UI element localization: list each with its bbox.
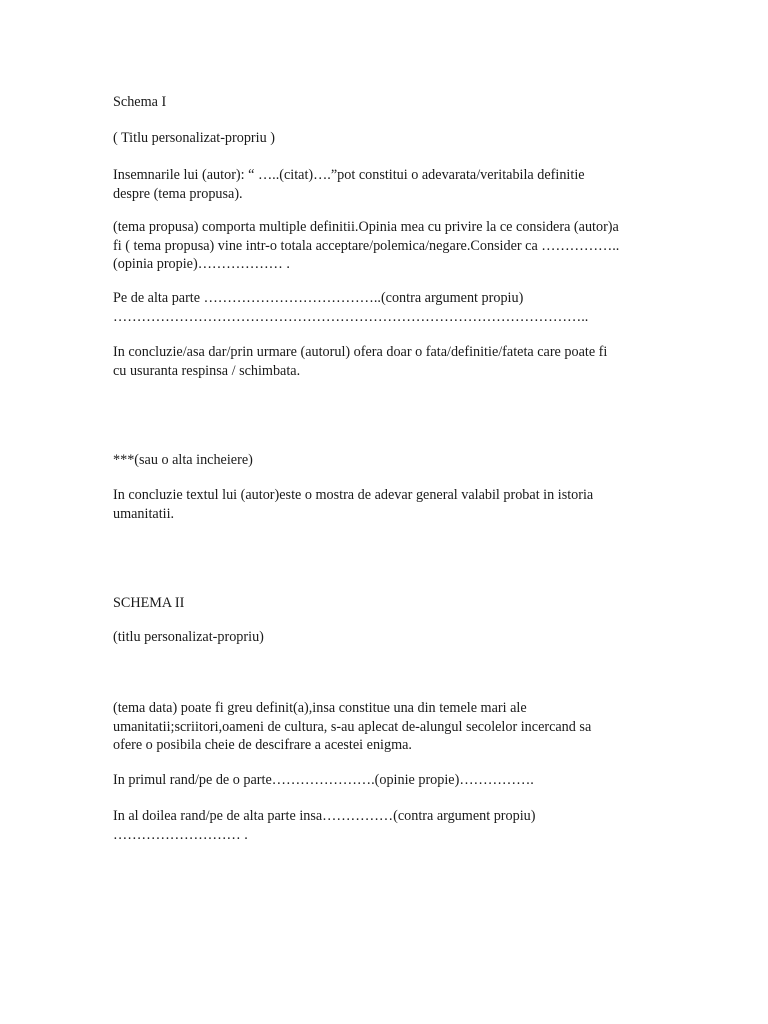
- paragraph-line: umanitatii;scriitori,oameni de cultura, s-au aplecat de-alungul secolelor incercand sa: [113, 718, 592, 735]
- schema2-title: [113, 628, 658, 647]
- paragraph-line: In primul rand/pe de o parte………………….(opinie propie)…………….: [113, 772, 534, 788]
- schema2-heading-text: SCHEMA II: [113, 595, 185, 611]
- schema1-title: [113, 129, 658, 148]
- schema1-title-text: ( Titlu personalizat-propriu ): [113, 130, 275, 146]
- paragraph-line: ………………………………………………………………………………………..: [113, 308, 589, 325]
- paragraph-line: (opinia propie)……………… .: [113, 256, 290, 272]
- schema1-paragraph-1: [113, 166, 658, 203]
- schema2-paragraph-3: [113, 807, 658, 844]
- schema1-paragraph-2: [113, 218, 658, 274]
- schema2-heading: [113, 594, 658, 613]
- paragraph-line: (tema data) poate fi greu definit(a),insa constitue una din temele mari ale: [113, 700, 527, 716]
- schema2-paragraph-2: [113, 771, 658, 790]
- paragraph-line: Insemnarile lui (autor): “ …..(citat)….”pot constitui o adevarata/veritabila definitie: [113, 167, 585, 183]
- paragraph-line: In concluzie/asa dar/prin urmare (autorul) ofera doar o fata/definitie/fateta care poate fi: [113, 344, 608, 360]
- paragraph-line: ……………………… .: [113, 826, 248, 843]
- schema1-heading: [113, 93, 658, 112]
- schema2-title-text: (titlu personalizat-propriu): [113, 629, 264, 645]
- paragraph-line: fi ( tema propusa) vine intr-o totala acceptare/polemica/negare.Consider ca ……………..: [113, 237, 620, 254]
- schema2-paragraph-1: [113, 699, 658, 755]
- paragraph-line: cu usuranta respinsa / schimbata.: [113, 362, 301, 379]
- alternative-ending-heading: [113, 451, 658, 470]
- paragraph-line: despre (tema propusa).: [113, 185, 243, 202]
- paragraph-line: (tema propusa) comporta multiple definitii.Opinia mea cu privire la ce considera (autor)a: [113, 219, 619, 235]
- paragraph-line: Pe de alta parte ………………………………..(contra argument propiu): [113, 290, 524, 306]
- schema1-paragraph-5: [113, 486, 658, 523]
- paragraph-line: ofere o posibila cheie de descifrare a acestei enigma.: [113, 737, 412, 753]
- schema1-paragraph-3: [113, 289, 658, 326]
- schema1-heading-text: Schema I: [113, 94, 167, 110]
- paragraph-line: umanitatii.: [113, 505, 175, 522]
- alternative-ending-text: ***(sau o alta incheiere): [113, 452, 253, 468]
- paragraph-line: In al doilea rand/pe de alta parte insa……………(contra argument propiu): [113, 808, 536, 824]
- schema1-paragraph-4: [113, 343, 658, 380]
- paragraph-line: In concluzie textul lui (autor)este o mostra de adevar general valabil probat in istoria: [113, 487, 594, 503]
